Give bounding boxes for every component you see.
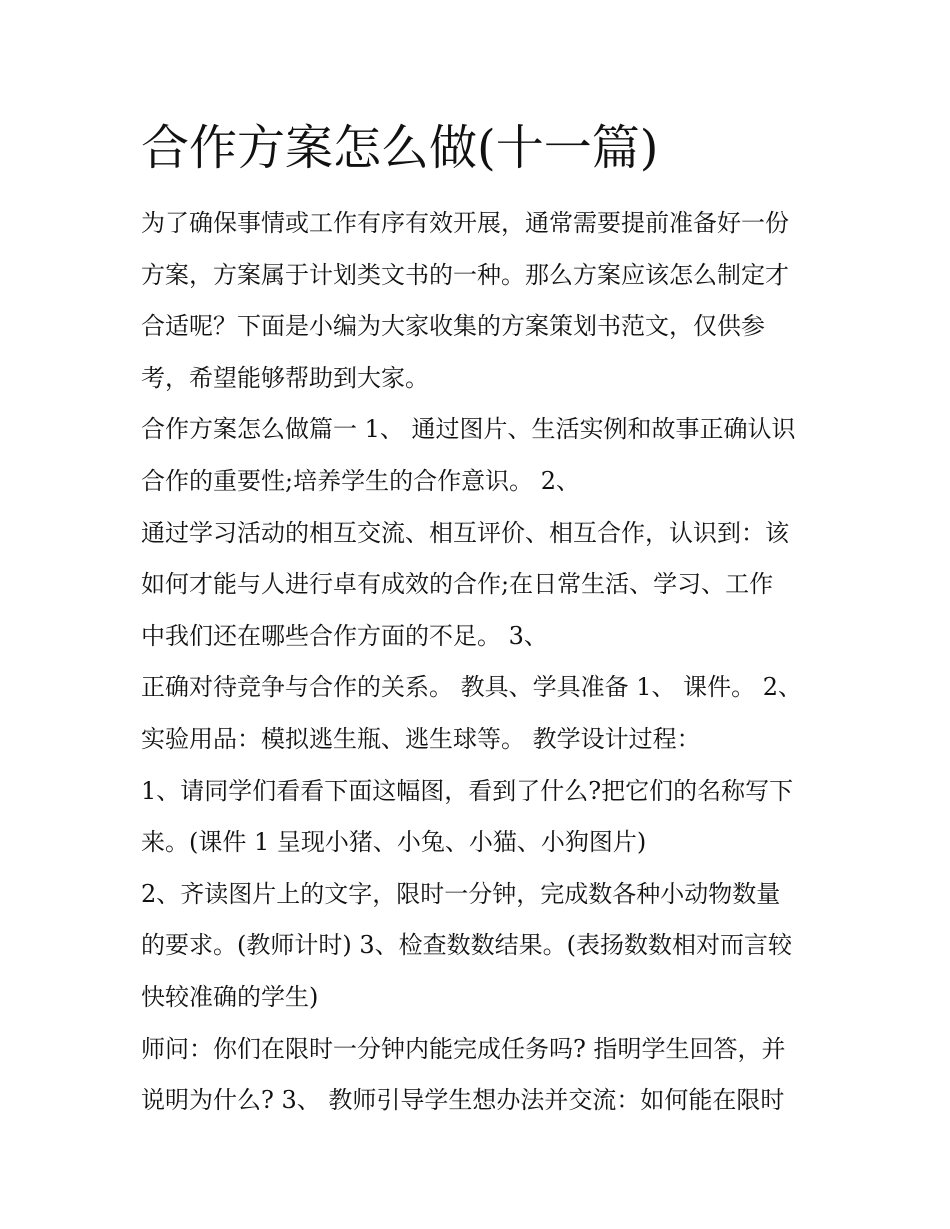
body-line: 快较准确的学生): [141, 982, 319, 1011]
document-title: 合作方案怎么做(十一篇): [141, 120, 659, 176]
document-body: [141, 198, 821, 1127]
body-line: 合适呢？下面是小编为大家收集的方案策划书范文，仅供参: [141, 312, 765, 341]
body-line: 通过学习活动的相互交流、相互评价、相互合作，认识到：该: [141, 518, 789, 547]
document-page: [141, 112, 821, 1127]
body-line: 说明为什么? 3、 教师引导学生想办法并交流：如何能在限时: [141, 1086, 785, 1115]
body-line: 合作方案怎么做篇一 1、 通过图片、生活实例和故事正确认识: [141, 415, 796, 444]
body-line: 为了确保事情或工作有序有效开展，通常需要提前准备好一份: [141, 209, 789, 237]
body-line: 的要求。(教师计时) 3、检查数数结果。(表扬数数相对而言较: [141, 931, 792, 960]
body-line: 来。(课件 1 呈现小猪、小兔、小猫、小狗图片): [141, 828, 647, 857]
body-line: 方案，方案属于计划类文书的一种。那么方案应该怎么制定才: [141, 260, 789, 289]
body-line: 实验用品：模拟逃生瓶、逃生球等。 教学设计过程：: [141, 724, 701, 753]
body-line: 合作的重要性;培养学生的合作意识。 2、: [141, 466, 580, 495]
body-line: 师问：你们在限时一分钟内能完成任务吗? 指明学生回答，并: [141, 1034, 786, 1063]
body-line: 中我们还在哪些合作方面的不足。 3、: [141, 621, 548, 650]
body-line: 考，希望能够帮助到大家。: [141, 363, 429, 392]
body-line: 正确对待竞争与合作的关系。 教具、学具准备 1、 课件。 2、: [141, 673, 803, 702]
body-line: 如何才能与人进行卓有成效的合作;在日常生活、学习、工作: [141, 570, 774, 599]
body-line: 2、齐读图片上的文字，限时一分钟，完成数各种小动物数量: [141, 879, 781, 908]
body-line: 1、请同学们看看下面这幅图，看到了什么?把它们的名称写下: [141, 776, 794, 805]
